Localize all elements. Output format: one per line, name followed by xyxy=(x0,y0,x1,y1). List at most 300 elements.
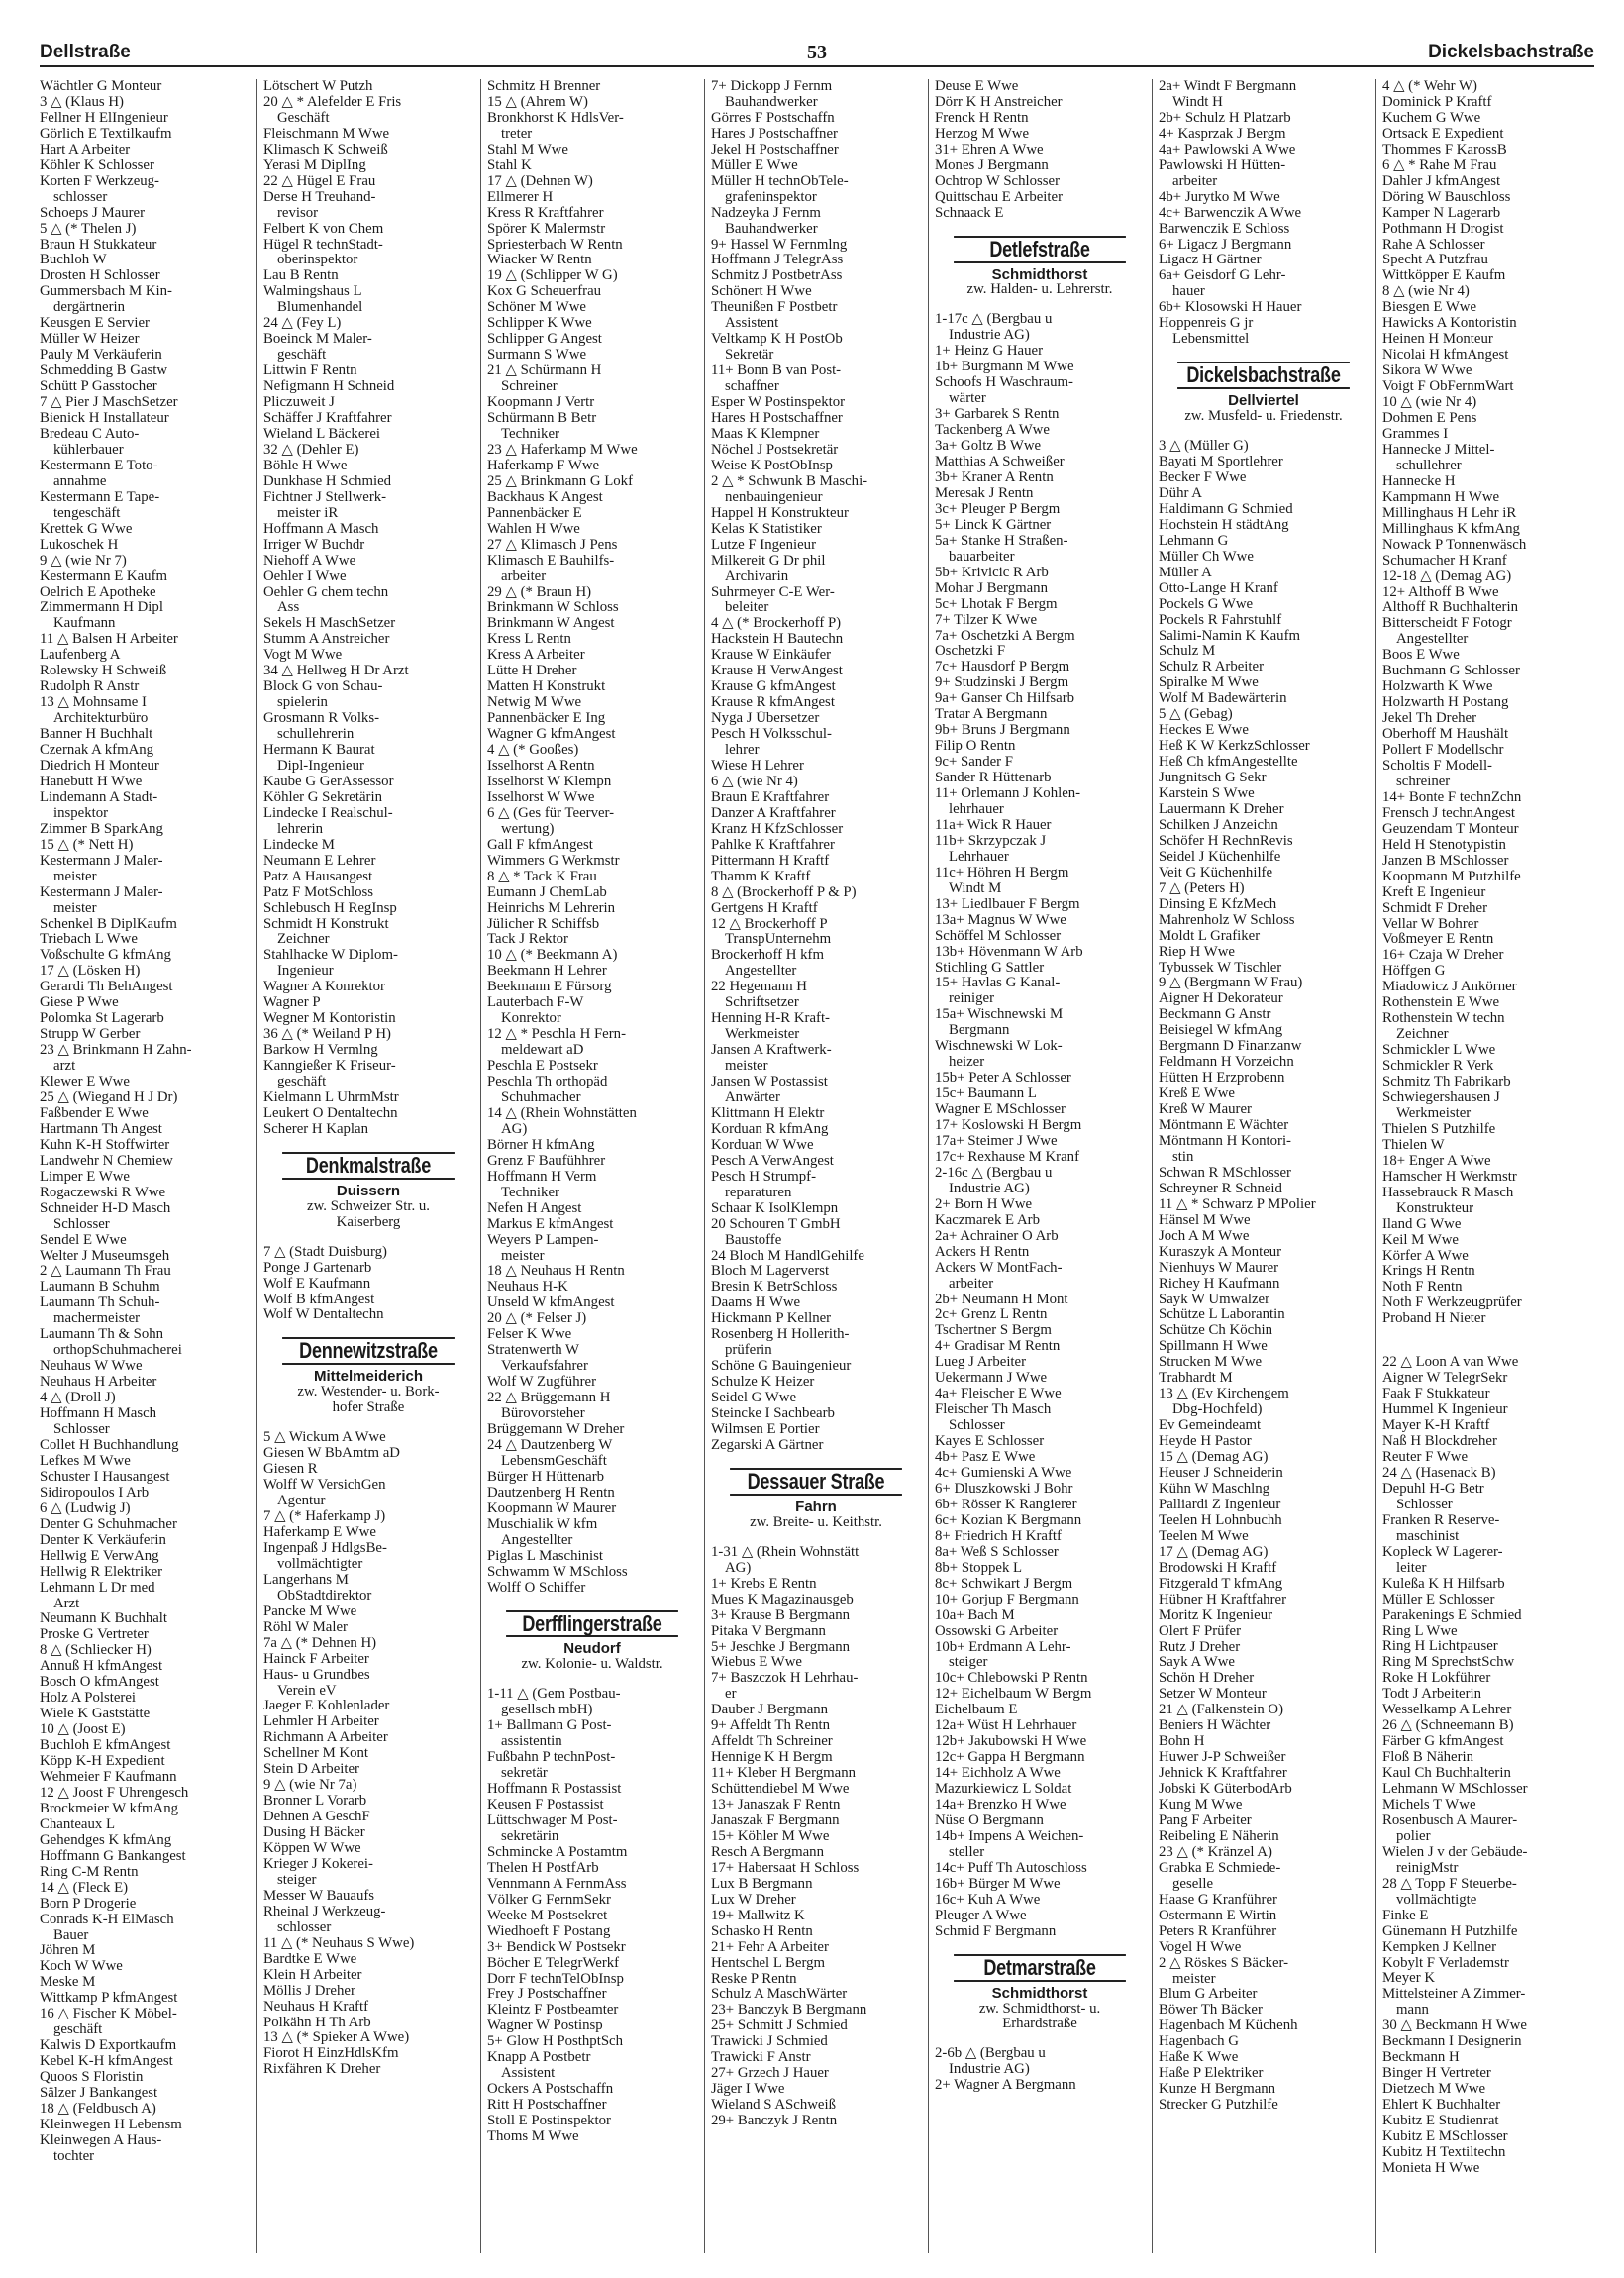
resident-entry: 9 △ (wie Nr 7a) xyxy=(263,1778,357,1794)
resident-entry: Miadowicz J Ankörner xyxy=(1382,980,1517,995)
resident-entry: Dehnen A GeschF xyxy=(263,1810,370,1825)
resident-entry: Konstrukteur xyxy=(1396,1200,1474,1216)
street-range: hofer Straße xyxy=(332,1399,405,1416)
resident-entry: Denter G Schuhmacher xyxy=(40,1516,177,1532)
resident-entry: 25 △ Brinkmann G Lokf xyxy=(487,473,634,489)
resident-entry: annahme xyxy=(53,473,107,489)
resident-entry: Neuhaus H Kraftf xyxy=(263,1999,369,2015)
resident-entry: arzt xyxy=(53,1059,76,1075)
resident-entry: Jekel Th Dreher xyxy=(1382,711,1477,727)
resident-entry: Aigner W TelegrSekr xyxy=(1382,1371,1508,1387)
resident-entry: Schenkel B DiplKaufm xyxy=(40,916,177,932)
header-right-street: Dickelsbachstraße xyxy=(1428,42,1594,62)
resident-entry: Dbg-Hochfeld) xyxy=(1172,1402,1263,1418)
resident-entry: Sekels H MaschSetzer xyxy=(263,616,396,632)
resident-entry: Schönert H Wwe xyxy=(711,284,812,300)
column-1 xyxy=(40,79,250,2253)
resident-entry: machermeister xyxy=(53,1311,141,1327)
resident-entry: Olert F Prüfer xyxy=(1159,1623,1242,1639)
resident-entry: Ritt H Postschaffner xyxy=(487,2098,607,2114)
resident-entry: Jekel H Postschaffner xyxy=(711,142,839,157)
resident-entry: Schriftsetzer xyxy=(725,995,799,1011)
resident-entry: 15c+ Baumann L xyxy=(935,1087,1037,1102)
resident-entry: 16c+ Kuh A Wwe xyxy=(935,1892,1041,1908)
resident-entry: Kestermann E Kaufm xyxy=(40,569,168,584)
resident-entry: 7 △ Pier J MaschSetzer xyxy=(40,395,178,411)
resident-entry: Ring L Wwe xyxy=(1382,1623,1458,1639)
resident-entry: 3c+ Pleuger P Bergm xyxy=(935,501,1061,517)
resident-entry: Mittelsteiner A Zimmer- xyxy=(1382,1987,1526,2003)
resident-entry: Faßbender E Wwe xyxy=(40,1105,149,1121)
resident-entry: 18+ Enger A Wwe xyxy=(1382,1153,1491,1169)
resident-entry: 11a+ Wick R Hauer xyxy=(935,817,1052,833)
resident-entry: Hermann K Baurat xyxy=(263,743,375,759)
resident-entry: Welter J Museumsgeh xyxy=(40,1248,170,1264)
resident-entry: Wagner P xyxy=(263,995,321,1011)
resident-entry: 13+ Janaszak F Rentn xyxy=(711,1798,841,1813)
resident-entry: Kopleck W Lagerer- xyxy=(1382,1544,1503,1560)
resident-entry: Jäger I Wwe xyxy=(711,2082,785,2098)
resident-entry: Hanebutt H Wwe xyxy=(40,774,143,789)
resident-entry: Czernak A kfmAng xyxy=(40,743,154,759)
resident-entry: meister xyxy=(725,1059,768,1075)
resident-entry: Aigner H Dekorateur xyxy=(1159,991,1283,1007)
resident-entry: Lauterbach F-W xyxy=(487,995,584,1011)
resident-entry: Zimmer B SparkAng xyxy=(40,821,163,837)
resident-entry: Jöhren M xyxy=(40,1943,96,1959)
resident-entry: 6c+ Kozian K Bergmann xyxy=(935,1512,1082,1528)
resident-entry: Ehlert K Buchhalter xyxy=(1382,2098,1501,2114)
resident-entry: Dauber J Bergmann xyxy=(711,1703,829,1718)
resident-entry: Zeichner xyxy=(277,932,330,948)
resident-entry: Windt M xyxy=(949,880,1002,896)
resident-entry: Wolff W VersichGen xyxy=(263,1478,386,1494)
resident-entry: Schöne G Bauingenieur xyxy=(711,1359,852,1375)
resident-entry: Schäffer J Kraftfahrer xyxy=(263,411,392,427)
resident-entry: Wesselkamp A Lehrer xyxy=(1382,1703,1512,1718)
resident-entry: sekretärin xyxy=(501,1828,559,1844)
resident-entry: meister xyxy=(53,900,97,916)
resident-entry: Uekermann J Wwe xyxy=(935,1371,1048,1387)
resident-entry: Pockels G Wwe xyxy=(1159,596,1254,612)
resident-entry: 29 △ (* Braun H) xyxy=(487,584,592,600)
resident-entry: Industrie AG) xyxy=(949,328,1030,344)
resident-entry: Wolff O Schiffer xyxy=(487,1580,586,1596)
resident-entry: Wehmeier F Kaufmann xyxy=(40,1769,177,1785)
resident-entry: 4 △ (* Brockerhoff P) xyxy=(711,616,842,632)
resident-entry: Köhler G Sekretärin xyxy=(263,789,382,805)
resident-entry: Binger H Vertreter xyxy=(1382,2066,1491,2082)
resident-entry: Vennmann A FernmAss xyxy=(487,1876,627,1892)
resident-entry: Hainck F Arbeiter xyxy=(263,1651,369,1667)
resident-entry: Kunze H Bergmann xyxy=(1159,2082,1276,2098)
resident-entry: Archivarin xyxy=(725,569,789,584)
district-name: Duissern xyxy=(336,1182,401,1199)
resident-entry: Eumann J ChemLab xyxy=(487,884,607,900)
resident-entry: Krings H Rentn xyxy=(1382,1264,1475,1280)
resident-entry: 5+ Glow H PosthptSch xyxy=(487,2034,624,2050)
street-heading: Dessauer Straße xyxy=(730,1468,902,1496)
resident-entry: Isselhorst W Wwe xyxy=(487,789,595,805)
resident-entry: dergärtnerin xyxy=(53,300,126,316)
resident-entry: 3b+ Kraner A Rentn xyxy=(935,469,1054,485)
column-5 xyxy=(935,79,1145,2253)
resident-entry: Schreiner xyxy=(501,379,558,395)
resident-entry: 25+ Schmitt J Schmied xyxy=(711,2019,848,2034)
resident-entry: Schütt P Gasstocher xyxy=(40,379,157,395)
resident-entry: Neuhaus H Arbeiter xyxy=(40,1375,157,1391)
resident-entry: Haase G Kranführer xyxy=(1159,1892,1277,1908)
resident-entry: Wagner G kfmAngest xyxy=(487,727,616,743)
resident-entry: Althoff R Buchhalterin xyxy=(1382,600,1518,616)
resident-entry: Dinsing E KfzMech xyxy=(1159,896,1277,912)
resident-entry: schlosser xyxy=(53,189,108,205)
resident-entry: Dohmen E Pens xyxy=(1382,411,1477,427)
resident-entry: Jaeger E Kohlenlader xyxy=(263,1699,390,1714)
resident-entry: Schwiegershausen J xyxy=(1382,1090,1500,1105)
column-7 xyxy=(1382,79,1592,2253)
resident-entry: Hares H Postschaffner xyxy=(711,411,843,427)
resident-entry: Matthias A Schweißer xyxy=(935,455,1065,470)
resident-entry: Denter K Verkäuferin xyxy=(40,1532,166,1548)
resident-entry: Meresak J Rentn xyxy=(935,485,1034,501)
resident-entry: Möllis J Dreher xyxy=(263,1983,355,1999)
resident-entry: Daams H Wwe xyxy=(711,1295,801,1311)
resident-entry: 4 △ (* Wehr W) xyxy=(1382,79,1477,94)
resident-entry: Kaul Ch Buchhalterin xyxy=(1382,1766,1511,1782)
resident-entry: Stichling G Sattler xyxy=(935,960,1045,976)
resident-entry: 2a+ Achrainer O Arb xyxy=(935,1228,1059,1244)
resident-entry: Bloch M Lagerverst xyxy=(711,1264,830,1280)
resident-entry: 10c+ Chlebowski P Rentn xyxy=(935,1671,1088,1687)
resident-entry: Schöfer H RechnRevis xyxy=(1159,833,1293,849)
resident-entry: Müller W Heizer xyxy=(40,332,140,348)
resident-entry: Schöffel M Schlosser xyxy=(935,928,1062,944)
resident-entry: 11+ Kleber H Bergmann xyxy=(711,1766,857,1782)
resident-entry: Dominick P Kraftf xyxy=(1382,94,1492,110)
resident-entry: TranspUnternehm xyxy=(725,932,832,948)
resident-entry: Danzer A Kraftfahrer xyxy=(711,805,836,821)
resident-entry: Schlipper K Wwe xyxy=(487,316,592,332)
resident-entry: Parakenings E Schmied xyxy=(1382,1607,1522,1623)
resident-entry: Felser K Wwe xyxy=(487,1327,572,1343)
resident-entry: grafeninspektor xyxy=(725,189,817,205)
resident-entry: 11 △ Balsen H Arbeiter xyxy=(40,632,178,648)
resident-entry: Backhaus K Angest xyxy=(487,489,603,505)
resident-entry: Bergmann xyxy=(949,1023,1010,1039)
resident-entry: Wiedhoeft F Postang xyxy=(487,1923,611,1939)
resident-entry: 31+ Ehren A Wwe xyxy=(935,142,1044,157)
column-divider xyxy=(256,79,257,2253)
resident-entry: Kreft E Ingenieur xyxy=(1382,884,1486,900)
resident-entry: Gall F kfmAngest xyxy=(487,837,593,853)
resident-entry: Haldimann G Schmied xyxy=(1159,501,1293,517)
resident-entry: 27+ Grzech J Hauer xyxy=(711,2066,829,2082)
resident-entry: Bürovorsteher xyxy=(501,1406,585,1422)
resident-entry: Thommes F KarossB xyxy=(1382,142,1507,157)
street-range: zw. Kolonie- u. Waldstr. xyxy=(521,1656,663,1673)
resident-entry: 22 △ Loon A van Wwe xyxy=(1382,1355,1519,1371)
resident-entry: Fellner H ElIngenieur xyxy=(40,110,168,126)
resident-entry: Rheinal J Werkzeug- xyxy=(263,1904,386,1919)
resident-entry: 1-17c △ (Bergbau u xyxy=(935,312,1053,328)
resident-entry: Polkähn H Th Arb xyxy=(263,2015,371,2030)
resident-entry: LebensmGeschäft xyxy=(501,1453,607,1469)
resident-entry: 2 △ * Schwunk B Maschi- xyxy=(711,473,868,489)
resident-entry: Völker G FernmSekr xyxy=(487,1892,611,1908)
resident-entry: Hänsel M Wwe xyxy=(1159,1212,1251,1228)
resident-entry: Leukert O Dentaltechn xyxy=(263,1105,398,1121)
resident-entry: Hartmann Th Angest xyxy=(40,1121,162,1137)
resident-entry: Theunißen F Postbetr xyxy=(711,300,838,316)
resident-entry: Kestermann J Maler- xyxy=(40,853,163,869)
resident-entry: Esper W Postinspektor xyxy=(711,395,846,411)
directory-columns xyxy=(40,79,1594,2253)
resident-entry: Schwan R MSchlosser xyxy=(1159,1165,1291,1181)
resident-entry: Schuhmacher xyxy=(501,1090,581,1105)
resident-entry: 6 △ (Ges für Teerver- xyxy=(487,805,615,821)
resident-entry: oberinspektor xyxy=(277,253,358,268)
resident-entry: Brinkmann W Angest xyxy=(487,616,615,632)
header-rule xyxy=(40,65,1594,67)
resident-entry: Wagner E MSchlosser xyxy=(935,1102,1066,1118)
resident-entry: Schlebusch H RegInsp xyxy=(263,900,397,916)
resident-entry: Stumm A Anstreicher xyxy=(263,632,390,648)
resident-entry: Schlosser xyxy=(53,1216,110,1232)
resident-entry: Stahl M Wwe xyxy=(487,142,568,157)
resident-entry: Braun E Kraftfahrer xyxy=(711,789,830,805)
resident-entry: Arzt xyxy=(53,1596,80,1611)
resident-entry: ObStadtdirektor xyxy=(277,1588,372,1604)
resident-entry: Steincke I Sachbearb xyxy=(711,1406,835,1422)
resident-entry: 13 △ (* Spieker A Wwe) xyxy=(263,2030,410,2046)
resident-entry: mann xyxy=(1396,2003,1429,2019)
resident-entry: Beckmann H xyxy=(1382,2050,1460,2066)
resident-entry: Pitaka V Bergmann xyxy=(711,1623,826,1639)
resident-entry: Eichelbaum E xyxy=(935,1703,1018,1718)
resident-entry: Dunkhase H Schmied xyxy=(263,473,392,489)
resident-entry: 15 △ (Demag AG) xyxy=(1159,1450,1269,1466)
resident-entry: gesellsch mbH) xyxy=(501,1703,593,1718)
resident-entry: Finke E xyxy=(1382,1908,1429,1923)
resident-entry: 21+ Fehr A Arbeiter xyxy=(711,1939,829,1955)
header-left-street: Dellstraße xyxy=(40,42,131,62)
resident-entry: 24 △ (Hasenack B) xyxy=(1382,1465,1496,1481)
resident-entry: Nefen H Angest xyxy=(487,1200,582,1216)
resident-entry: Wahlen H Wwe xyxy=(487,521,580,537)
district-name: Fahrn xyxy=(795,1498,837,1515)
resident-entry: 5+ Jeschke J Bergmann xyxy=(711,1639,850,1655)
resident-entry: Wolf M Badewärterin xyxy=(1159,691,1287,707)
resident-entry: Industrie AG) xyxy=(949,1181,1030,1196)
resident-entry: Oschetzki F xyxy=(935,644,1006,660)
resident-entry: schlosser xyxy=(277,1919,332,1935)
resident-entry: 9a+ Ganser Ch Hilfsarb xyxy=(935,691,1075,707)
resident-entry: 9b+ Bruns J Bergmann xyxy=(935,723,1070,739)
resident-entry: Feldmann H Vorzeichn xyxy=(1159,1055,1294,1071)
resident-entry: Bienick H Installateur xyxy=(40,411,169,427)
resident-entry: Landwehr N Chemiew xyxy=(40,1153,173,1169)
resident-entry: 6+ Ligacz J Bergmann xyxy=(1159,237,1292,253)
street-range: Erhardstraße xyxy=(1002,2016,1077,2032)
resident-entry: 15+ Köhler M Wwe xyxy=(711,1828,830,1844)
resident-entry: Lötschert W Putzh xyxy=(263,79,373,94)
resident-entry: 23 △ (* Kränzel A) xyxy=(1159,1844,1272,1860)
resident-entry: Krause R kfmAngest xyxy=(711,695,835,711)
resident-entry: Kielmann L UhrmMstr xyxy=(263,1090,399,1105)
resident-entry: Muschialik W kfm xyxy=(487,1516,598,1532)
resident-entry: Becker F Wwe xyxy=(1159,469,1247,485)
resident-entry: 21 △ (Falkenstein O) xyxy=(1159,1703,1284,1718)
resident-entry: Oberhoff M Haushält xyxy=(1382,727,1509,743)
resident-entry: Krause G kfmAngest xyxy=(711,679,836,695)
resident-entry: Rutz J Dreher xyxy=(1159,1639,1241,1655)
resident-entry: Strucken M Wwe xyxy=(1159,1355,1263,1371)
resident-entry: Kubitz E MSchlosser xyxy=(1382,2129,1508,2144)
resident-entry: Spörer K Malermstr xyxy=(487,221,606,237)
resident-entry: Neuhaus H-K xyxy=(487,1280,568,1295)
resident-entry: Haße P Elektriker xyxy=(1159,2066,1264,2082)
street-range: Kaiserberg xyxy=(336,1213,401,1230)
column-divider xyxy=(480,79,481,2253)
resident-entry: Schlosser xyxy=(1396,1497,1453,1512)
resident-entry: Lütte H Dreher xyxy=(487,664,577,679)
resident-entry: Bronner L Vorarb xyxy=(263,1794,367,1810)
resident-entry: Lüttschwager M Post- xyxy=(487,1812,618,1828)
resident-entry: Döring W Bauschloss xyxy=(1382,189,1511,205)
resident-entry: Stein D Arbeiter xyxy=(263,1762,359,1778)
resident-entry: Conrads K-H ElMasch xyxy=(40,1912,174,1927)
resident-entry: Rothenstein E Wwe xyxy=(1382,995,1500,1011)
resident-entry: Specht A Putzfrau xyxy=(1382,253,1488,268)
resident-entry: 30 △ Beckmann H Wwe xyxy=(1382,2019,1527,2034)
resident-entry: Böhle H Wwe xyxy=(263,458,348,473)
resident-entry: Langerhans M xyxy=(263,1572,349,1588)
resident-entry: Koopmann J Vertr xyxy=(487,395,595,411)
resident-entry: 11b+ Skrzypczak J xyxy=(935,833,1047,849)
resident-entry: Kamper N Lagerarb xyxy=(1382,205,1501,221)
resident-entry: Yerasi M DiplIng xyxy=(263,157,366,173)
resident-entry: Bosch O kfmAngest xyxy=(40,1675,159,1691)
resident-entry: Franken R Reserve- xyxy=(1382,1512,1500,1528)
column-divider xyxy=(1152,79,1153,2253)
column-divider xyxy=(1375,79,1376,2253)
resident-entry: Schlosser xyxy=(949,1418,1005,1434)
resident-entry: Kuraszyk A Monteur xyxy=(1159,1244,1282,1260)
resident-entry: Giesen W BbAmtm aD xyxy=(263,1446,400,1462)
resident-entry: Schmidt H Konstrukt xyxy=(263,916,389,932)
resident-entry: Hummel K Ingenieur xyxy=(1382,1402,1508,1418)
resident-entry: Schoofs H Waschraum- xyxy=(935,375,1073,391)
resident-entry: Dörr K H Anstreicher xyxy=(935,94,1063,110)
resident-entry: nenbauingenieur xyxy=(725,489,823,505)
resident-entry: Boeinck M Maler- xyxy=(263,332,372,348)
resident-entry: 3+ Garbarek S Rentn xyxy=(935,407,1060,423)
resident-entry: Jülicher R Schiffsb xyxy=(487,916,600,932)
resident-entry: Naß H Blockdreher xyxy=(1382,1434,1497,1450)
resident-entry: Hagenbach M Küchenh xyxy=(1159,2019,1298,2034)
resident-entry: Kuhn K-H Stoffwirter xyxy=(40,1137,170,1153)
resident-entry: Grammes I xyxy=(1382,426,1449,442)
resident-entry: Todt J Arbeiterin xyxy=(1382,1687,1482,1703)
resident-entry: Mahrenholz W Schloss xyxy=(1159,912,1295,928)
column-divider xyxy=(704,79,705,2253)
resident-entry: Schumacher H Kranf xyxy=(1382,553,1507,569)
resident-entry: steller xyxy=(949,1844,985,1860)
resident-entry: Brockerhoff H kfm xyxy=(711,948,824,964)
resident-entry: Lutze F Ingenieur xyxy=(711,537,817,553)
resident-entry: Meyer K xyxy=(1382,1971,1436,1987)
resident-entry: Laumann Th Schuh- xyxy=(40,1295,160,1311)
resident-entry: Dorr F technTelObInsp xyxy=(487,1971,624,1987)
resident-entry: 4 △ (Droll J) xyxy=(40,1391,116,1406)
resident-entry: Held H Stenotypistin xyxy=(1382,837,1506,853)
resident-entry: Rosenberg H Hollerith- xyxy=(711,1327,850,1343)
resident-entry: Koopmann M Putzhilfe xyxy=(1382,869,1521,884)
resident-entry: 15 △ (Ahrem W) xyxy=(487,94,588,110)
resident-entry: Floß B Näherin xyxy=(1382,1750,1474,1766)
resident-entry: Schoeps J Maurer xyxy=(40,205,146,221)
resident-entry: Möntmann H Kontori- xyxy=(1159,1134,1291,1149)
resident-entry: Richey H Kaufmann xyxy=(1159,1276,1280,1292)
district-name: Dellviertel xyxy=(1228,392,1299,410)
resident-entry: Klittmann H Elektr xyxy=(711,1105,825,1121)
resident-entry: Kestermann E Tape- xyxy=(40,489,160,505)
resident-entry: Techniker xyxy=(501,1185,559,1200)
resident-entry: prüferin xyxy=(725,1343,772,1359)
resident-entry: Körfer A Wwe xyxy=(1382,1248,1469,1264)
resident-entry: tengeschäft xyxy=(53,505,121,521)
resident-entry: 23 △ Haferkamp M Wwe xyxy=(487,442,638,458)
resident-entry: Patz F MotSchloss xyxy=(263,884,373,900)
resident-entry: Schmitz J PostbetrAss xyxy=(711,268,843,284)
resident-entry: Wiebus E Wwe xyxy=(711,1655,802,1671)
resident-entry: 15b+ Peter A Schlosser xyxy=(935,1071,1071,1087)
resident-entry: 14a+ Brenzko H Wwe xyxy=(935,1798,1066,1813)
resident-entry: Dietzech M Wwe xyxy=(1382,2082,1486,2098)
resident-entry: geselle xyxy=(1172,1876,1214,1892)
resident-entry: 2b+ Neumann H Mont xyxy=(935,1292,1068,1307)
district-name: Schmidthorst xyxy=(991,1984,1088,2002)
resident-entry: Konrektor xyxy=(501,1011,561,1027)
resident-entry: 11c+ Höhren H Bergm xyxy=(935,865,1069,880)
column-6 xyxy=(1159,79,1369,2253)
resident-entry: Annuß H kfmAngest xyxy=(40,1659,163,1675)
resident-entry: Riep H Wwe xyxy=(1159,944,1235,960)
resident-entry: Hübner H Kraftfahrer xyxy=(1159,1592,1286,1607)
resident-entry: Trawicki J Schmied xyxy=(711,2034,828,2050)
resident-entry: Jungnitsch G Sekr xyxy=(1159,771,1267,786)
resident-entry: Pancke M Wwe xyxy=(263,1604,357,1619)
resident-entry: 17+ Koslowski H Bergm xyxy=(935,1118,1082,1134)
resident-entry: 14c+ Puff Th Autoschloss xyxy=(935,1860,1087,1876)
resident-entry: 8a+ Weß S Schlosser xyxy=(935,1544,1059,1560)
resident-entry: Bauhandwerker xyxy=(725,94,818,110)
resident-entry: 15+ Havlas G Kanal- xyxy=(935,976,1061,991)
resident-entry: 7+ Tilzer K Wwe xyxy=(935,612,1038,628)
resident-entry: Richmann A Arbeiter xyxy=(263,1730,388,1746)
resident-entry: Schaar K IsolKlempn xyxy=(711,1200,839,1216)
resident-entry: Pang F Arbeiter xyxy=(1159,1812,1252,1828)
resident-entry: Brüggemann W Dreher xyxy=(487,1422,625,1438)
resident-entry: Wolf W Dentaltechn xyxy=(263,1307,384,1323)
resident-entry: 9c+ Sander F xyxy=(935,755,1014,771)
resident-entry: Kox G Scheuerfrau xyxy=(487,284,602,300)
resident-entry: Fußbahn P technPost- xyxy=(487,1750,616,1766)
resident-entry: Noth F Rentn xyxy=(1382,1280,1463,1295)
resident-entry: arbeiter xyxy=(501,569,547,584)
resident-entry: 9 △ (wie Nr 7) xyxy=(40,553,127,569)
